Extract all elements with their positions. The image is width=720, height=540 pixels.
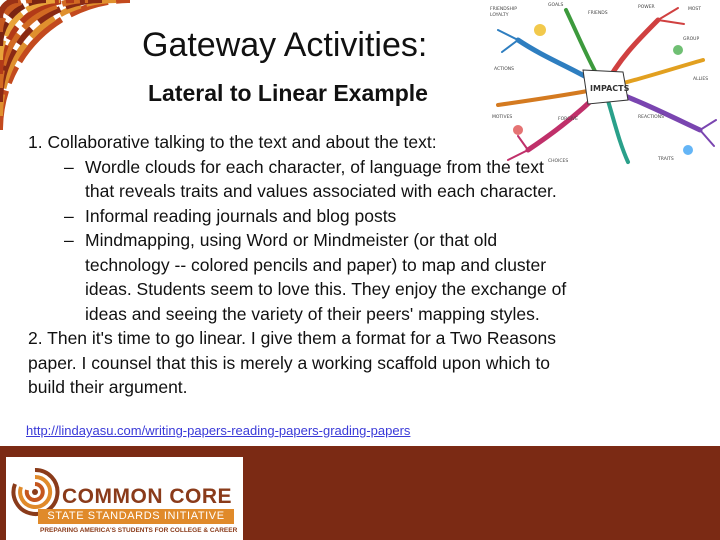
bullet-line: technology -- colored pencils and paper) to map and cluster bbox=[85, 254, 547, 275]
svg-text:TRAITS: TRAITS bbox=[658, 157, 674, 162]
svg-text:ACTIONS: ACTIONS bbox=[494, 67, 514, 72]
slide-title: Gateway Activities: bbox=[142, 26, 428, 64]
bullet-line: Informal reading journals and blog posts bbox=[85, 205, 397, 226]
mindmap-center-label: IMPACTS bbox=[590, 84, 630, 93]
source-link[interactable]: http://lindayasu.com/writing-papers-reading-papers-grading-papers bbox=[26, 423, 411, 438]
svg-text:MOTIVES: MOTIVES bbox=[492, 115, 513, 120]
svg-text:GOALS: GOALS bbox=[548, 3, 564, 8]
bullet-line: that reveals traits and values associated with each character. bbox=[85, 181, 557, 201]
list-item-2-line: paper. I counsel that this is merely a working scaffold upon which to bbox=[28, 352, 551, 373]
bullet-dash: – bbox=[64, 230, 74, 250]
bullet-line: Mindmapping, using Word or Mindmeister (or that old bbox=[85, 230, 498, 250]
corner-arcs-decoration bbox=[0, 0, 150, 140]
svg-text:GROUP: GROUP bbox=[683, 37, 700, 42]
slide-body bbox=[28, 130, 688, 400]
svg-text:ALLIES: ALLIES bbox=[693, 77, 709, 82]
logo-main-text: COMMON CORE bbox=[62, 485, 232, 508]
svg-text:LOYALTY: LOYALTY bbox=[490, 13, 509, 18]
logo-band bbox=[38, 509, 234, 524]
svg-text:POWER: POWER bbox=[638, 5, 655, 10]
list-item-1: 1. Collaborative talking to the text and about the text: bbox=[28, 132, 437, 152]
bullet-dash: – bbox=[64, 156, 74, 177]
list-item-2-line: 2. Then it's time to go linear. I give them a format for a Two Reasons bbox=[28, 328, 556, 348]
logo-tagline: PREPARING AMERICA'S STUDENTS FOR COLLEGE & CAREER bbox=[40, 527, 238, 534]
bullet-line: Wordle clouds for each character, of language from the text bbox=[85, 156, 544, 177]
svg-text:FRIENDS: FRIENDS bbox=[588, 11, 608, 16]
list-item-2-line: build their argument. bbox=[28, 377, 188, 397]
logo-band-text: STATE STANDARDS INITIATIVE bbox=[47, 510, 225, 522]
bullet-line: ideas and seeing the variety of their peers' mapping styles. bbox=[85, 303, 540, 324]
bullet-line: ideas. Students seem to love this. They enjoy the exchange of bbox=[85, 279, 567, 299]
svg-text:FRIENDSHIP: FRIENDSHIP bbox=[490, 7, 517, 12]
slide-subtitle: Lateral to Linear Example bbox=[148, 80, 428, 106]
svg-text:REACTIONS: REACTIONS bbox=[638, 115, 664, 120]
svg-text:FORGIVE: FORGIVE bbox=[558, 117, 578, 122]
svg-text:MOST: MOST bbox=[688, 7, 702, 12]
sub-bullet-journals bbox=[28, 204, 688, 229]
bullet-dash: – bbox=[64, 205, 74, 226]
sub-bullet-mindmapping bbox=[28, 228, 688, 326]
sub-bullet-wordle bbox=[28, 155, 688, 204]
svg-text:CHOICES: CHOICES bbox=[548, 159, 569, 164]
